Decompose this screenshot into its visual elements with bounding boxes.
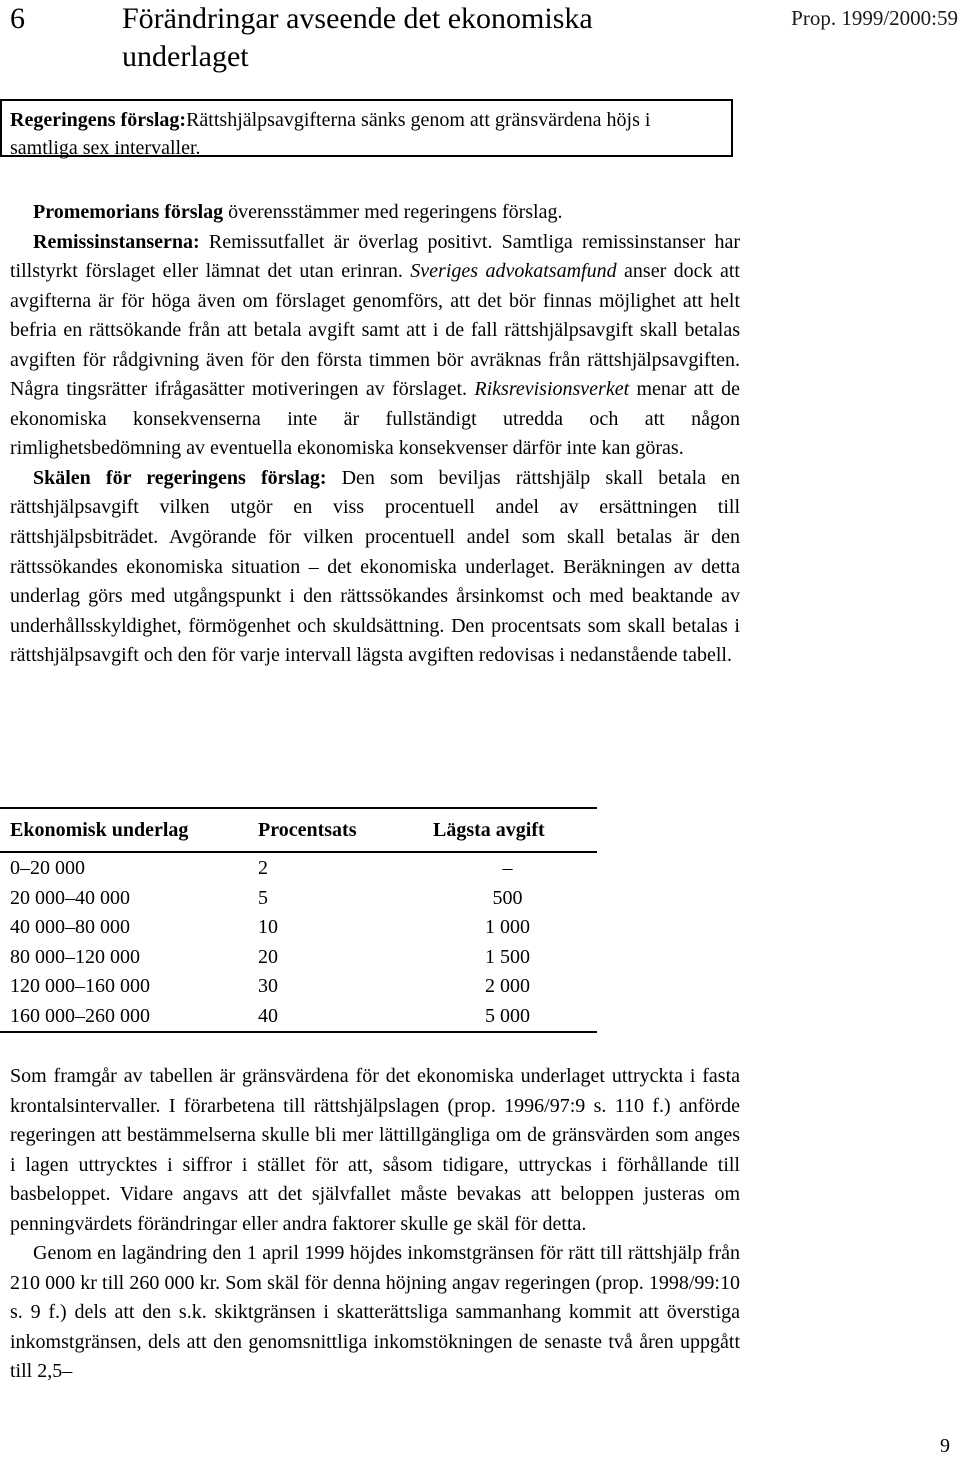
table-header-percentage: Procentsats bbox=[258, 818, 357, 841]
threshold-section bbox=[10, 1062, 740, 1387]
page-number: 9 bbox=[940, 1435, 950, 1457]
reasons-text: Den som beviljas rättshjälp skall betala en rättshjälpsavgift vilken utgör en viss procentuell andel av ersättningen till rättshjälpsbiträdet. Avgörande för vilken procentuell andel som skall betalas är den rättssökandes ekonomiska situation – det ekonomiska underlaget. Beräkningen av detta underlag görs med utgångspunkt i den rättssökandes årsinkomst och med beaktande av underhållsskyldighet, förmögenhet och skuldsättning. Den procentsats som skall betalas i rättshjälpsavgift och den för varje intervall lägsta avgiften redovisas i nedanstående tabell. bbox=[10, 466, 741, 667]
proposition-reference: Prop. 1999/2000:59 bbox=[791, 6, 958, 30]
table-cell-percentage: 2 bbox=[258, 857, 268, 879]
remiss-section bbox=[10, 198, 740, 671]
chapter-title: Förändringar avseende det ekonomiska underlaget bbox=[122, 2, 593, 73]
remiss-italic-a: Sveriges advokatsamfund bbox=[410, 260, 617, 283]
reasons-label: Skälen för regeringens förslag: bbox=[33, 466, 327, 489]
threshold-paragraph-2: Genom en lagändring den 1 april 1999 höjdes inkomstgränsen för rätt till rättshjälp från 210 000 kr till 260 000 kr. Som skäl för denna höjning angav regeringen (prop. 1998/99:10 s. 9 f.) dels att den s.k. skiktgränsen i skatterättsliga sammanhang kommit att överstiga inkomstgränsen, dels att den genomsnittliga inkomstökningen de senaste två åren uppgått till 2,5– bbox=[10, 1242, 740, 1383]
table-header-economic-basis: Ekonomisk underlag bbox=[10, 818, 189, 841]
table-cell-percentage: 20 bbox=[258, 945, 278, 968]
table-row bbox=[0, 913, 597, 943]
table-cell-percentage: 40 bbox=[258, 1004, 278, 1027]
remiss-text-c: menar att de ekonomiska konsekvenserna inte är fullständigt utredda och att någon rimlighetsbedömning av eventuella ekonomiska konsekvenser därför inte kan göras. bbox=[10, 378, 740, 460]
table-cell-basis: 120 000–160 000 bbox=[10, 975, 150, 997]
proposal-text: Rättshjälpsavgifterna sänks genom att gränsvärdena höjs i samtliga sex intervaller. bbox=[10, 109, 651, 159]
table-row bbox=[0, 943, 597, 973]
table-cell-basis: 80 000–120 000 bbox=[10, 945, 140, 968]
table-cell-percentage: 30 bbox=[258, 975, 278, 997]
table-row bbox=[0, 972, 597, 1002]
table-header-row bbox=[0, 808, 597, 852]
remiss-paragraph bbox=[10, 228, 740, 464]
reasons-paragraph bbox=[10, 464, 740, 671]
remiss-text-b: anser dock att avgifterna är för höga även om förslaget genomförs, att det bör finnas möjlighet att helt befria en rättsökande från att betala avgift samt att i de fall rättshjälpsavgift skall betalas avgiften för rådgivning även för den första timmen bör avräknas från rättshjälpsavgiften. Några tingsrätter ifrågasätter motiveringen av förslaget. bbox=[10, 260, 740, 401]
government-proposal-box bbox=[0, 99, 733, 157]
table-cell-min-fee: 500 bbox=[492, 886, 523, 909]
memo-proposal-label: Promemorians förslag bbox=[33, 201, 224, 223]
table-cell-basis: 40 000–80 000 bbox=[10, 916, 130, 938]
table-cell-min-fee: – bbox=[502, 857, 513, 879]
table-cell-percentage: 5 bbox=[258, 886, 268, 909]
table-cell-percentage: 10 bbox=[258, 916, 278, 938]
table-cell-min-fee: 2 000 bbox=[485, 975, 530, 997]
table-cell-basis: 0–20 000 bbox=[10, 857, 85, 879]
remiss-italic-b: Riksrevisionsverket bbox=[474, 378, 630, 401]
memo-proposal-paragraph bbox=[10, 198, 740, 228]
table-row bbox=[0, 884, 597, 914]
memo-proposal-text: överensstämmer med regeringens förslag. bbox=[223, 201, 563, 223]
proposal-label: Regeringens förslag: bbox=[10, 109, 187, 131]
chapter-number: 6 bbox=[10, 2, 25, 35]
table-cell-min-fee: 1 000 bbox=[485, 916, 530, 938]
table-cell-basis: 160 000–260 000 bbox=[10, 1004, 150, 1027]
fee-table bbox=[0, 807, 597, 1033]
threshold-paragraph-1: Som framgår av tabellen är gränsvärdena för det ekonomiska underlaget uttryckta i fasta krontalsintervaller. I förarbetena till rättshjälpslagen (prop. 1996/97:9 s. 110 f.) anförde regeringen att bestämmelserna skulle bli mer lättillgängliga om de gränsvärden som anges i lagen uttrycktes i siffror i stället för att, såsom tidigare, uttryckas i förhållande till basbeloppet. Vidare angavs att det självfallet måste bevakas att beloppen justeras om penningvärdets förändringar eller andra faktorer skulle ge skäl för detta. bbox=[10, 1065, 740, 1235]
table-cell-min-fee: 1 500 bbox=[485, 945, 530, 968]
fee-table-container bbox=[0, 807, 597, 1033]
table-cell-min-fee: 5 000 bbox=[485, 1004, 530, 1027]
remiss-label: Remissinstanserna: bbox=[33, 230, 200, 253]
table-cell-basis: 20 000–40 000 bbox=[10, 886, 130, 909]
remiss-text-a: Remissutfallet är överlag positivt. Samtliga remissinstanser har tillstyrkt förslaget eller lämnat det utan erinran. bbox=[10, 230, 740, 283]
table-header-min-fee: Lägsta avgift bbox=[433, 818, 545, 841]
table-row bbox=[0, 1002, 597, 1033]
table-row bbox=[0, 852, 597, 884]
